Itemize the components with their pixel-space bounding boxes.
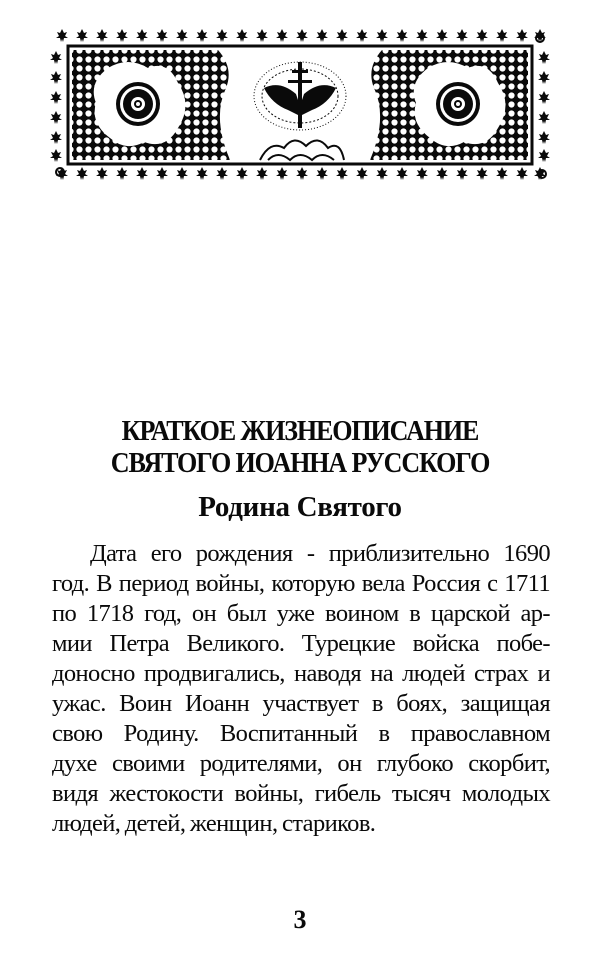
body-line: Дата его рождения - приблизительно 1690 — [90, 540, 550, 567]
header-ornament — [48, 28, 552, 182]
body-line: людей, детей, женщин, стариков. — [52, 810, 376, 837]
leaf-border-bottom — [56, 167, 546, 180]
page-number: 3 — [293, 905, 307, 934]
chapter-heading-line-1: КРАТКОЕ ЖИЗНЕОПИСАНИЕ — [121, 416, 479, 447]
body-line: духе своими родителями, он глубоко скорбит, — [52, 750, 550, 777]
rosette-left — [116, 82, 160, 126]
body-line: по 1718 год, он был уже воином в царской ар- — [52, 600, 550, 627]
rosette-right — [436, 82, 480, 126]
leaf-border-top — [56, 29, 546, 42]
body-line: год. В период войны, которую вела Россия с 1711 — [52, 570, 550, 597]
body-paragraph — [52, 539, 550, 839]
body-line: мии Петра Великого. Турецкие войска побе- — [52, 630, 550, 657]
body-line: доносно продвигались, наводя на людей страх и — [52, 660, 550, 687]
body-line: свою Родину. Воспитанный в православном — [52, 720, 550, 747]
body-line: ужас. Воин Иоанн участвует в боях, защищая — [52, 690, 550, 717]
body-line: видя жестокости войны, гибель тысяч молодых — [52, 780, 550, 807]
chapter-heading — [21, 416, 579, 480]
section-subheading: Родина Святого — [198, 491, 402, 523]
chapter-heading-line-2: СВЯТОГО ИОАННА РУССКОГО — [110, 448, 490, 479]
